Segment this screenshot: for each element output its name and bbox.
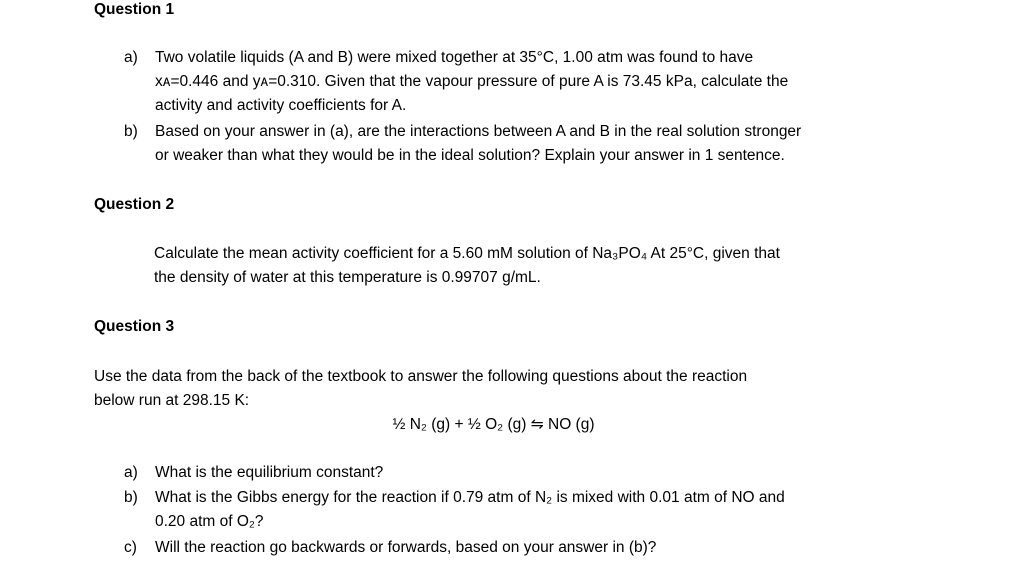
- question-2-text: [154, 242, 780, 290]
- item-line: What is the equilibrium constant?: [155, 464, 384, 481]
- question-1-title: Question 1: [94, 1, 175, 18]
- question-3a: [124, 461, 984, 485]
- question-3b: [124, 486, 984, 534]
- item-line: Will the reaction go backwards or forwards, based on your answer in (b)?: [155, 539, 657, 556]
- reaction-equation: ½ N₂ (g) + ½ O₂ (g) ⇋ NO (g): [392, 416, 595, 433]
- item-label: a): [124, 464, 138, 481]
- item-line: xᴀ=0.446 and yᴀ=0.310. Given that the vapour pressure of pure A is 73.45 kPa, calculate the: [155, 73, 789, 90]
- paragraph-line: Calculate the mean activity coefficient for a 5.60 mM solution of Na₃PO₄ At 25°C, given that: [154, 245, 780, 262]
- question-2-title: Question 2: [94, 196, 175, 213]
- question-3-title: Question 3: [94, 318, 175, 335]
- paragraph-line: below run at 298.15 K:: [94, 392, 250, 409]
- item-line: activity and activity coefficients for A.: [155, 97, 407, 114]
- paragraph-line: Use the data from the back of the textbook to answer the following questions about the reaction: [94, 368, 748, 385]
- item-label: b): [124, 489, 138, 506]
- item-line: Two volatile liquids (A and B) were mixed together at 35°C, 1.00 atm was found to have: [155, 49, 754, 66]
- paragraph-line: the density of water at this temperature is 0.99707 g/mL.: [154, 269, 541, 286]
- question-3-intro: [94, 365, 747, 413]
- question-1b: [124, 120, 984, 168]
- item-line: or weaker than what they would be in the ideal solution? Explain your answer in 1 sentence.: [155, 147, 785, 164]
- item-label: b): [124, 123, 138, 140]
- item-line: 0.20 atm of O₂?: [155, 513, 264, 530]
- item-label: a): [124, 49, 138, 66]
- question-3c: [124, 536, 984, 560]
- item-line: Based on your answer in (a), are the interactions between A and B in the real solution stronger: [155, 123, 802, 140]
- item-label: c): [124, 539, 137, 556]
- question-1a: [124, 46, 984, 118]
- item-line: What is the Gibbs energy for the reaction if 0.79 atm of N₂ is mixed with 0.01 atm of NO and: [155, 489, 785, 506]
